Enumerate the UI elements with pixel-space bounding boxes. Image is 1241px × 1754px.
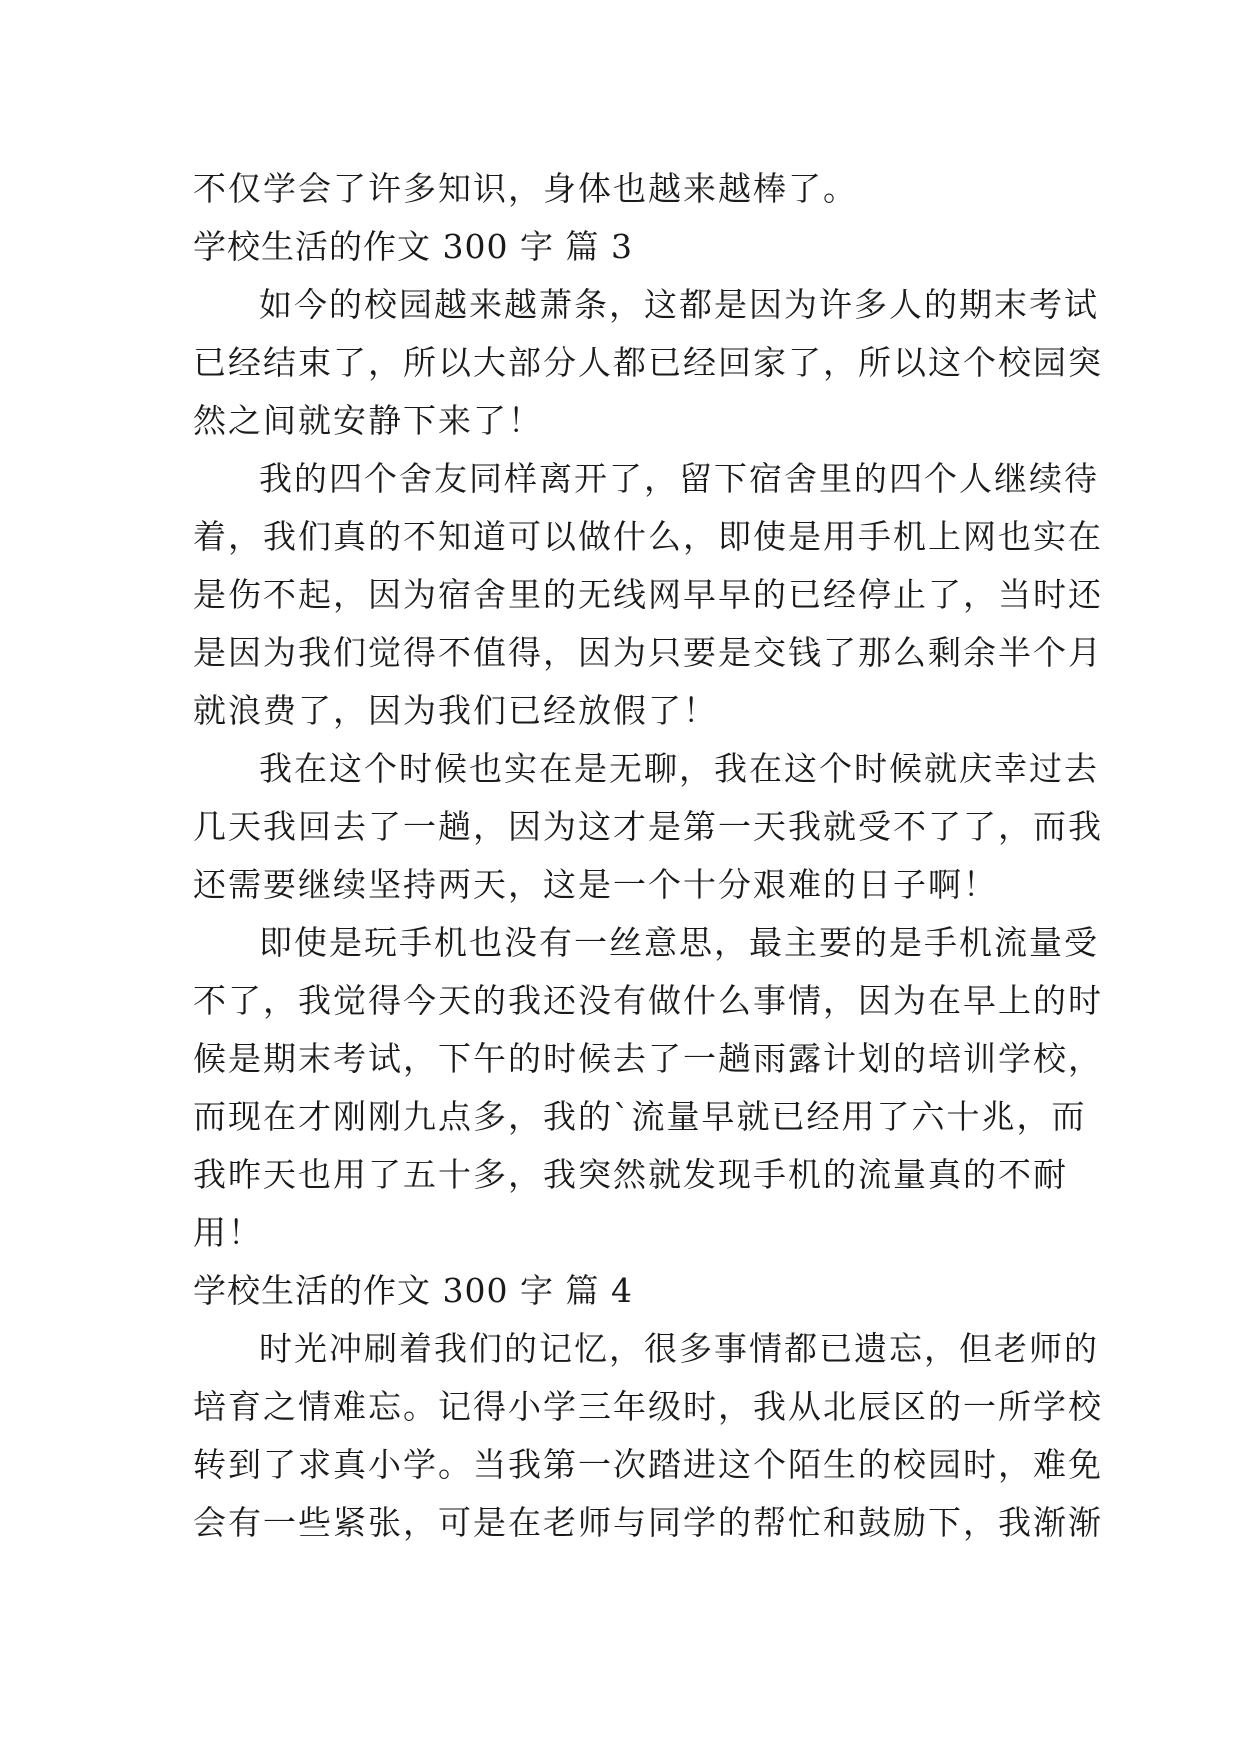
document-page	[193, 160, 1103, 1552]
section-heading: 学校生活的作文 300 字 篇 4	[193, 1271, 633, 1310]
paragraph-line: 不仅学会了许多知识，身体也越来越棒了。	[193, 169, 858, 208]
paragraph-line: 会有一些紧张，可是在老师与同学的帮忙和鼓励下，我渐渐	[193, 1503, 1103, 1542]
paragraph-line: 是因为我们觉得不值得，因为只要是交钱了那么剩余半个月	[193, 633, 1103, 672]
paragraph-line: 即使是玩手机也没有一丝意思，最主要的是手机流量受	[259, 923, 1099, 962]
paragraph-line: 如今的校园越来越萧条，这都是因为许多人的期末考试	[259, 285, 1099, 324]
paragraph-line: 用！	[193, 1213, 263, 1252]
paragraph-line: 我在这个时候也实在是无聊，我在这个时候就庆幸过去	[259, 749, 1099, 788]
paragraph-line: 几天我回去了一趟，因为这才是第一天我就受不了了，而我	[193, 807, 1103, 846]
paragraph-line: 而现在才刚刚九点多，我的`流量早就已经用了六十兆，而	[193, 1097, 1087, 1136]
paragraph-line: 时光冲刷着我们的记忆，很多事情都已遗忘，但老师的	[259, 1329, 1099, 1368]
paragraph-line: 着，我们真的不知道可以做什么，即使是用手机上网也实在	[193, 517, 1103, 556]
paragraph-line: 我的四个舍友同样离开了，留下宿舍里的四个人继续待	[259, 459, 1099, 498]
paragraph-line: 已经结束了，所以大部分人都已经回家了，所以这个校园突	[193, 343, 1103, 382]
paragraph-line: 培育之情难忘。记得小学三年级时，我从北辰区的一所学校	[193, 1387, 1103, 1426]
paragraph-line: 转到了求真小学。当我第一次踏进这个陌生的校园时，难免	[193, 1445, 1103, 1484]
paragraph-line: 然之间就安静下来了！	[193, 401, 543, 440]
paragraph-line: 就浪费了，因为我们已经放假了！	[193, 691, 718, 730]
paragraph-line: 不了，我觉得今天的我还没有做什么事情，因为在早上的时	[193, 981, 1103, 1020]
paragraph-line: 是伤不起，因为宿舍里的无线网早早的已经停止了，当时还	[193, 575, 1103, 614]
paragraph-line: 还需要继续坚持两天，这是一个十分艰难的日子啊！	[193, 865, 998, 904]
paragraph-line: 候是期末考试，下午的时候去了一趟雨露计划的培训学校，	[193, 1039, 1103, 1078]
paragraph-line: 我昨天也用了五十多，我突然就发现手机的流量真的不耐	[193, 1155, 1068, 1194]
section-heading: 学校生活的作文 300 字 篇 3	[193, 227, 633, 266]
